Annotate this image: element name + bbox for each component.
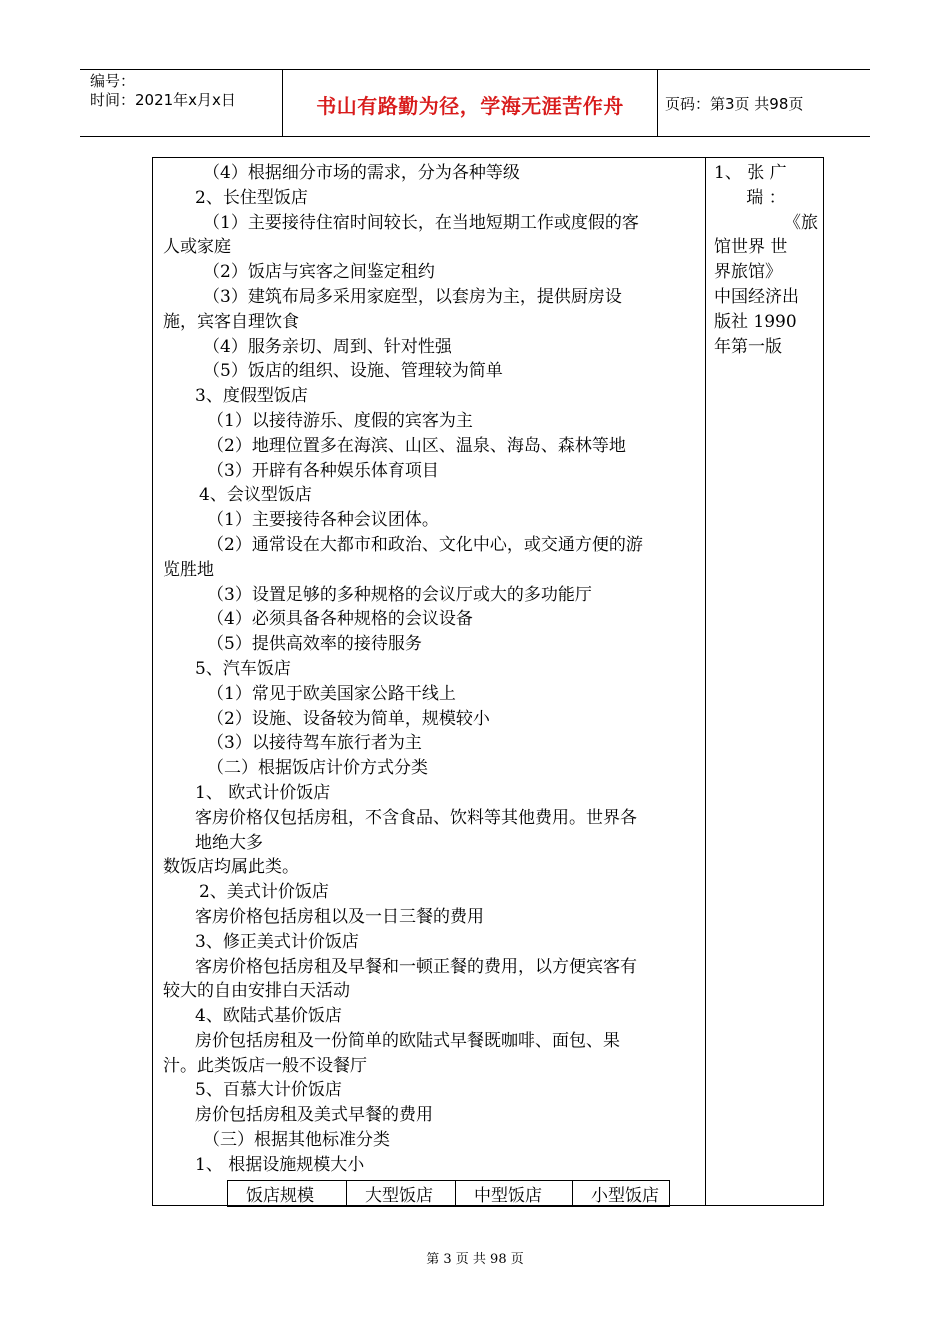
- reference-line: 1、 张 广: [714, 163, 787, 183]
- header-meta: [90, 72, 280, 110]
- body-line: 2、美式计价饭店: [199, 882, 329, 903]
- body-line: 客房价格包括房租以及一日三餐的费用: [195, 906, 484, 927]
- body-line: （3）建筑布局多采用家庭型，以套房为主，提供厨房设: [203, 286, 622, 307]
- body-line: 房价包括房租及美式早餐的费用: [195, 1105, 433, 1126]
- size-table-cell: 小型饭店: [573, 1181, 670, 1207]
- body-line: （5）饭店的组织、设施、管理较为简单: [203, 361, 503, 382]
- header-id-label: 编号：: [90, 72, 136, 90]
- body-line: （4）必须具备各种规格的会议设备: [207, 609, 473, 630]
- body-line: 4、欧陆式基价饭店: [195, 1006, 342, 1027]
- reference-line: 馆世界 世: [714, 237, 788, 258]
- content-column-divider: [705, 157, 706, 1206]
- body-line: 1、 根据设施规模大小: [195, 1154, 365, 1175]
- body-line: （5）提供高效率的接待服务: [207, 634, 422, 655]
- body-line: 览胜地: [163, 559, 214, 580]
- body-line: 房价包括房租及一份简单的欧陆式早餐既咖啡、面包、果: [195, 1030, 620, 1051]
- body-line: 客房价格仅包括房租，不含食品、饮料等其他费用。世界各: [195, 807, 637, 828]
- body-line: 3、修正美式计价饭店: [195, 931, 359, 952]
- size-table: [227, 1180, 670, 1207]
- body-line: 数饭店均属此类。: [163, 857, 299, 878]
- body-line: 1、 欧式计价饭店: [195, 782, 331, 803]
- header-divider-right: [657, 69, 658, 136]
- table-row: [228, 1181, 670, 1207]
- reference-line: 界旅馆》: [714, 262, 782, 283]
- body-line: （1）主要接待住宿时间较长，在当地短期工作或度假的客: [203, 212, 639, 233]
- reference-line: 《旅: [784, 212, 818, 233]
- body-line: （2）设施、设备较为简单，规模较小: [207, 708, 490, 729]
- body-line: （4）根据细分市场的需求，分为各种等级: [203, 163, 520, 183]
- size-table-cell: 饭店规模: [228, 1181, 347, 1207]
- body-line: （1）常见于欧美国家公路干线上: [207, 683, 456, 704]
- reference-line: 瑞 ：: [746, 187, 786, 208]
- reference-line: 年第一版: [714, 336, 782, 357]
- body-line: 4、会议型饭店: [199, 485, 312, 506]
- body-line: （2）地理位置多在海滨、山区、温泉、海岛、森林等地: [207, 435, 626, 456]
- body-line: （1）以接待游乐、度假的宾客为主: [207, 410, 473, 431]
- body-line: 施，宾客自理饮食: [163, 311, 299, 332]
- body-line: （2）饭店与宾客之间鉴定租约: [203, 262, 435, 283]
- header-time-label: 时间：2021年x月x日: [90, 91, 236, 109]
- body-line: 地绝大多: [195, 832, 263, 853]
- size-table-cell: 大型饭店: [347, 1181, 456, 1207]
- reference-line: 版社 1990: [714, 311, 797, 332]
- body-line: （1）主要接待各种会议团体。: [207, 510, 439, 531]
- header-bottom-rule: [80, 136, 870, 137]
- body-line: （3）以接待驾车旅行者为主: [207, 733, 422, 754]
- header-divider-left: [282, 69, 283, 136]
- reference-line: 中国经济出: [714, 286, 799, 307]
- body-line: 5、百慕大计价饭店: [195, 1080, 342, 1101]
- body-line: （三）根据其他标准分类: [203, 1130, 390, 1151]
- body-line: 较大的自由安排白天活动: [163, 981, 350, 1002]
- reference-column: [714, 161, 818, 359]
- body-line: 3、度假型饭店: [195, 386, 308, 407]
- header-motto: 书山有路勤为径，学海无涯苦作舟: [316, 94, 624, 118]
- body-line: 2、长住型饭店: [195, 187, 308, 208]
- header-top-rule: [80, 69, 870, 70]
- body-line: （二）根据饭店计价方式分类: [207, 758, 428, 779]
- body-line: （3）设置足够的多种规格的会议厅或大的多功能厅: [207, 584, 592, 605]
- body-line: （4）服务亲切、周到、针对性强: [203, 336, 452, 357]
- body-line: 人或家庭: [163, 237, 231, 258]
- page-footer: 第 3 页 共 98 页: [426, 1252, 524, 1267]
- body-line: 5、汽车饭店: [195, 658, 291, 679]
- body-line: 客房价格包括房租及早餐和一顿正餐的费用，以方便宾客有: [195, 956, 637, 977]
- body-line: （2）通常设在大都市和政治、文化中心，或交通方便的游: [207, 534, 643, 555]
- body-line: （3）开辟有各种娱乐体育项目: [207, 460, 439, 481]
- size-table-cell: 中型饭店: [456, 1181, 573, 1207]
- main-text-column: [163, 161, 701, 1178]
- body-line: 汁。此类饭店一般不设餐厅: [163, 1055, 367, 1076]
- header-page-label: 页码：第3页 共98页: [665, 95, 804, 113]
